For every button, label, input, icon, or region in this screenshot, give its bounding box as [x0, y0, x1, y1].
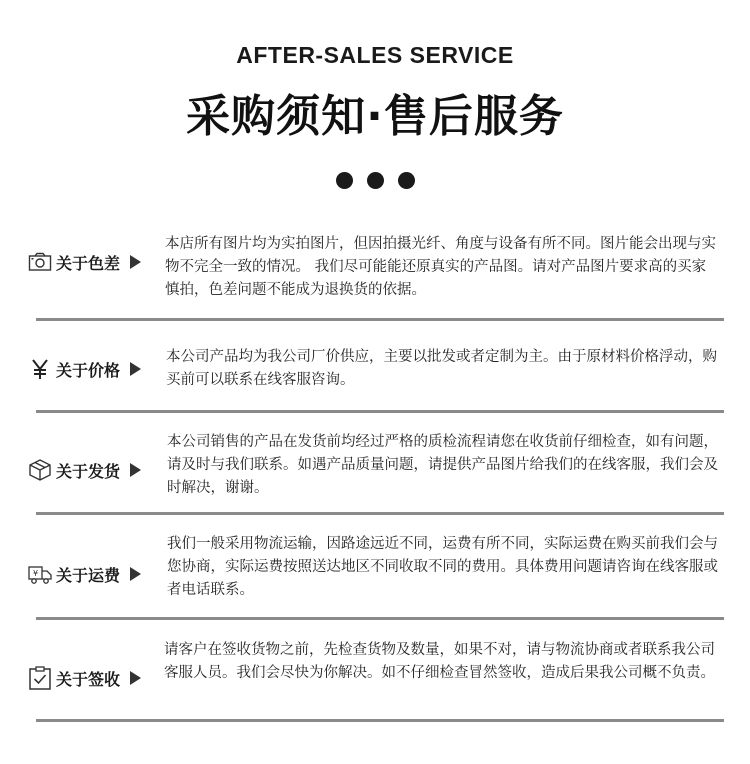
- arrow-right-icon: [130, 671, 141, 685]
- yen-icon: [28, 357, 52, 381]
- section-label: [28, 357, 141, 381]
- divider: [36, 719, 724, 722]
- section-label: [28, 562, 141, 586]
- section-text: 本公司产品均为我公司厂价供应，主要以批发或者定制为主。由于原材料价格浮动，购买前可以联系在线客服咨询。: [166, 349, 717, 388]
- section-label-text: 关于价格: [56, 360, 121, 380]
- divider: [36, 512, 724, 515]
- section-text: 我们一般采用物流运输，因路途远近不同，运费有所不同，实际运费在购买前我们会与您协商，实际运费按照送达地区不同收取不同的费用。具体费用问题请咨询在线客服或者电话联系。: [167, 536, 718, 598]
- delivery-truck-icon: [28, 562, 52, 586]
- section-label: [28, 458, 141, 482]
- arrow-right-icon: [130, 255, 141, 269]
- divider: [36, 410, 724, 413]
- divider: [36, 318, 724, 321]
- svg-text:¥: ¥: [32, 569, 39, 578]
- section-label-text: 关于发货: [56, 461, 121, 481]
- clipboard-check-icon: [28, 666, 52, 690]
- section-label-text: 关于签收: [56, 669, 121, 689]
- dot: [336, 172, 353, 189]
- section-text: 本公司销售的产品在发货前均经过严格的质检流程请您在收货前仔细检查，如有问题，请及时与我们联系。如遇产品质量问题，请提供产品图片给我们的在线客服，我们会及时解决，谢谢。: [167, 434, 718, 496]
- arrow-right-icon: [130, 362, 141, 376]
- dot: [367, 172, 384, 189]
- arrow-right-icon: [130, 567, 141, 581]
- divider: [36, 617, 724, 620]
- dot: [398, 172, 415, 189]
- camera-icon: [28, 250, 52, 274]
- page-title: 采购须知·售后服务: [186, 91, 564, 142]
- section-label: [28, 250, 141, 274]
- section-text: 请客户在签收货物之前，先检查货物及数量，如果不对，请与物流协商或者联系我公司客服人员。我们会尽快为你解决。如不仔细检查冒然签收，造成后果我公司概不负责。: [164, 642, 715, 681]
- arrow-right-icon: [130, 463, 141, 477]
- section-label-text: 关于运费: [56, 565, 121, 585]
- subtitle: AFTER-SALES SERVICE: [236, 42, 514, 68]
- section-text: 本店所有图片均为实拍图片，但因拍摄光纤、角度与设备有所不同。图片能会出现与实物不完全一致的情况。 我们尽可能能还原真实的产品图。请对产品图片要求高的买家慎拍，色差问题不能成为退换货的依据。: [165, 236, 716, 298]
- package-icon: [28, 458, 52, 482]
- decorative-dots: [0, 172, 750, 190]
- section-label-text: 关于色差: [56, 253, 121, 273]
- section-label: [28, 666, 141, 690]
